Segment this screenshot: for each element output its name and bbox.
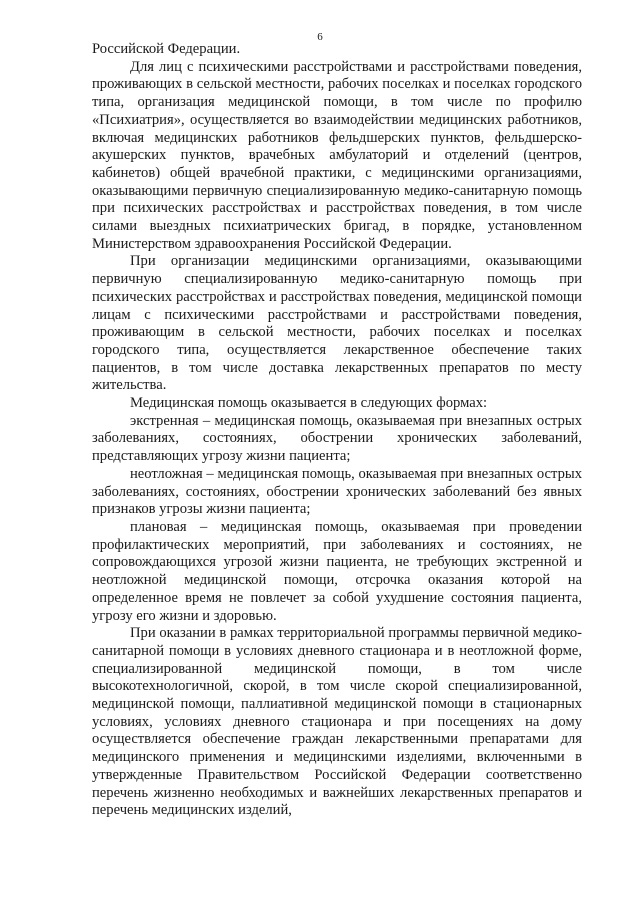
paragraph-rural-psychiatric-care: Для лиц с психическими расстройствами и расстройствами поведения, проживающих в сельской местности, рабочих поселках и поселках городского типа, организация медицинской помощи, в том числе по профилю «Психиатрия», осуществляется во взаимодействии медицинских работников, включая медицинских работников фельдшерских пунктов, фельдшерско-акушерских пунктов, врачебных амбулаторий и отделений (центров, кабинетов) общей врачебной практики, с медицинскими организациями, оказывающими первичную специализированную медико-санитарную помощь при психических расстройствах и расстройствах поведения, в том числе силами выездных психиатрических бригад, в порядке, установленном Министерством здравоохранения Российской Федерации. [92, 58, 582, 252]
paragraph-continuation: Российской Федерации. [92, 41, 241, 57]
paragraph-form-planned: плановая – медицинская помощь, оказываемая при проведении профилактических мероприятий, при заболеваниях и состояниях, не сопровождающихся угрозой жизни пациента, не требующих экстренной и неотложной медицинской помощи, отсрочка оказания которой на определенное время не повлечет за собой ухудшение состояния пациента, угрозу его жизни и здоровью. [92, 518, 582, 624]
document-body [92, 41, 582, 820]
page-number: 6 [317, 31, 323, 43]
paragraph-forms-intro: Медицинская помощь оказывается в следующих формах: [130, 395, 488, 412]
paragraph-form-urgent: неотложная – медицинская помощь, оказываемая при внезапных острых заболеваниях, состояниях, обострении хронических заболеваний без явных признаков угрозы жизни пациента; [92, 465, 582, 518]
paragraph-form-emergency: экстренная – медицинская помощь, оказываемая при внезапных острых заболеваниях, состояниях, обострении хронических заболеваний, представляющих угрозу жизни пациента; [92, 412, 582, 465]
paragraph-drug-provision: При организации медицинскими организациями, оказывающими первичную специализированную медико-санитарную помощь при психических расстройствах и расстройствах поведения, медицинской помощи лицам с психическими расстройствами и расстройствами поведения, проживающим в сельской местности, рабочих поселках и поселках городского типа, осуществляется лекарственное обеспечение таких пациентов, в том числе доставка лекарственных препаратов по месту жительства. [92, 253, 582, 394]
paragraph-medication-supply: При оказании в рамках территориальной программы первичной медико-санитарной помощи в условиях дневного стационара и в неотложной форме, специализированной медицинской помощи, в том числе высокотехнологичной, скорой, в том числе скорой специализированной, медицинской помощи, паллиативной медицинской помощи в стационарных условиях, условиях дневного стационара и при посещениях на дому осуществляется обеспечение граждан лекарственными препаратами для медицинского применения и медицинскими изделиями, включенными в утвержденные Правительством Российской Федерации соответственно перечень жизненно необходимых и важнейших лекарственных препаратов и перечень медицинских изделий, [92, 625, 582, 819]
